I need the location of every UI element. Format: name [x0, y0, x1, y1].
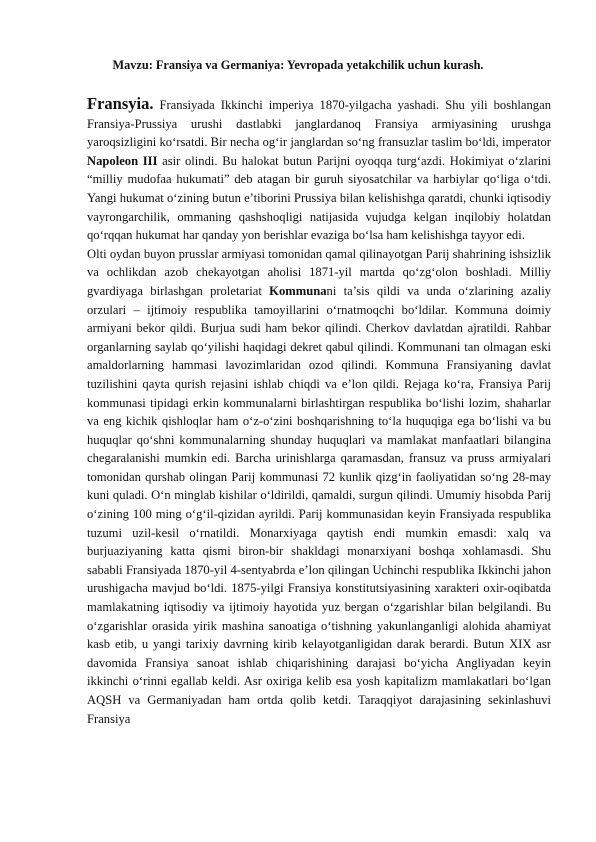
document-title: Mavzu: Fransiya va Germaniya: Yevropada yetakchilik uchun kurash.	[112, 58, 484, 72]
bold-term-kommuna: Kommuna	[269, 283, 327, 298]
paragraph-text: ni ta’sis qildi va unda o‘zlarining azaliy orzulari – ijtimoiy respublika tamoyillarini o‘rnatmoqchi bo‘ldilar. Kommuna doimiy armiyani bekor qildi. Burjua sudi ham bekor qilindi. Cherkov davlatdan ajratildi. Rahbar organlarning saylab qo‘yilishi haqidagi dekret qabul qilindi. Kommunani tan olmagan eski amaldorlarning hammasi lavozimlaridan ozod qilindi. Kommuna Fransiyaning davlat tuzilishini qayta qurish rejasini ishlab chiqdi va e’lon qildi. Rejaga ko‘ra, Fransiya Parij kommunasi tipidagi erkin kommunalarni birlashtirgan respublika bo‘lishi lozim, shaharlar va eng kichik qishloqlar ham o‘z-o‘zini boshqarishning to‘la huquqiga ega bo‘lishi va bu huquqlar qo‘shni kommunalarning shunday huquqlari va mamlakat manfaatlari bilangina chegaralanishi mumkin edi. Barcha urinishlarga qaramasdan, fransuz va pruss armiyalari tomonidan qurshab olingan Parij kommunasi 72 kunlik qizg‘in faoliyatidan so‘ng 28-may kuni quladi. O‘n minglab kishilar o‘ldirildi, qamaldi, surgun qilindi. Umumiy hisobda Parij o‘zining 100 ming o‘g‘il-qizidan ayrildi. Parij kommunasidan keyin Fransiyada respublika tuzumi uzil-kesil o‘rnatildi. Monarxiyaga qaytish endi mumkin emasdi: xalq va burjuaziyaning katta qismi biron-bir shakldagi monarxiyani boshqa xohlamasdi. Shu sababli Fransiyada 1870-yil 4-sentyabrda e’lon qilingan Uchinchi respublika Ikkinchi jahon urushigacha mavjud bo‘ldi. 1875-yilgi Fransiya konstitutsiyasining xarakteri oxir-oqibatda mamlakatning iqtisodiy va ijtimoiy hayotida yuz bergan o‘zgarishlar bilan belgilandi. Bu o‘zgarishlar orasida yirik mashina sanoatiga o‘tishning yakunlanganligi alohida ahamiyat kasb etib, u yangi tarixiy davrning kirib kelayotganligidan darak berardi. Butun XIX asr davomida Fransiya sanoat ishlab chiqarishining darajasi bo‘yicha Angliyadan keyin ikkinchi o‘rinni egallab keldi. Asr oxiriga kelib esa yosh kapitalizm mamlakatlari bo‘lgan AQSH va Germaniyadan ham ortda qolib ketdi. Taraqqiyot darajasining sekinlashuvi Fransiya	[87, 283, 551, 726]
paragraph-france-intro	[87, 95, 551, 245]
paragraph-text: asir olindi. Bu halokat butun Parijni oyoqqa turg‘azdi. Hokimiyat o‘zlarini “milliy mudofaa hukumati” deb atagan bir guruh siyosatchilar va harbiylar qo‘liga o‘tdi. Yangi hukumat o‘zining butun e’tiborini Prussiya bilan kelishishga qaratdi, chunki iqtisodiy vayrongarchilik, ommaning qashshoqligi natijasida vujudga kelgan inqilobiy holatdan qo‘rqqan hukumat har qanday yon berishlar evaziga bo‘lsa ham kelishishga tayyor edi.	[87, 153, 551, 243]
document-body	[87, 95, 551, 728]
section-heading-fransiya: Fransyia.	[87, 94, 154, 113]
paragraph-text: Fransiyada Ikkinchi imperiya 1870-yilgacha yashadi. Shu yili boshlangan Fransiya-Prussiya urushi dastlabki janglardanoq Fransiya armiyasining urushga yaroqsizligini ko‘rsatdi. Bir necha og‘ir janglardan so‘ng fransuzlar taslim bo‘ldi, imperator	[87, 98, 551, 150]
paragraph-paris-commune	[87, 245, 551, 728]
bold-term-napoleon: Napoleon III	[87, 153, 158, 168]
paragraph-text: Olti oydan buyon prusslar armiyasi tomonidan qamal qilinayotgan Parij shahrining ishsizlik va ochlikdan azob chekayotgan aholisi 1871-yil martda qo‘zg‘olon boshladi. Milliy gvardiyaga birlashgan proletariat	[87, 246, 551, 298]
